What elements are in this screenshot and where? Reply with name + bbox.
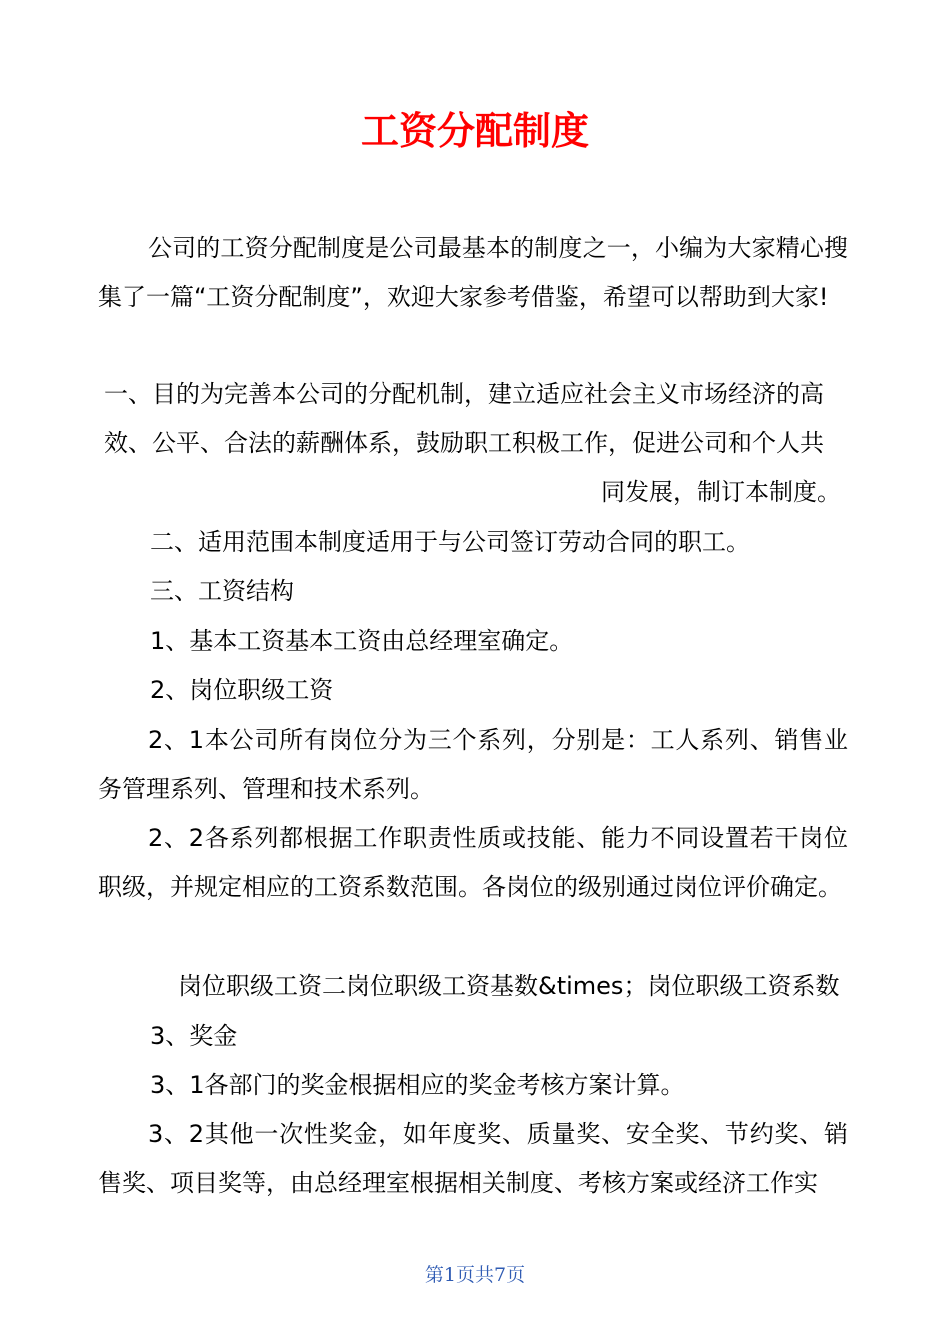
section1-line2: 效、公平、合法的薪酬体系，鼓励职工积极工作，促进公司和个人共 — [104, 429, 824, 457]
item-3-1: 3、1各部门的奖金根据相应的奖金考核方案计算。 — [150, 1071, 685, 1099]
salary-formula: 岗位职级工资二岗位职级工资基数&times；岗位职级工资系数 — [178, 972, 840, 1000]
section3-heading: 三、工资结构 — [150, 577, 294, 605]
intro-paragraph: 公司的工资分配制度是公司最基本的制度之一，小编为大家精心搜集了一篇“工资分配制度”，欢迎大家参考借鉴，希望可以帮助到大家! — [98, 234, 848, 311]
item-3: 3、奖金 — [150, 1022, 238, 1050]
page-number-footer: 第1页共7页 — [424, 1264, 526, 1286]
section2-heading: 二、适用范围本制度适用于与公司签订劳动合同的职工。 — [150, 528, 750, 556]
item-2-1: 2、1本公司所有岗位分为三个系列，分别是：工人系列、销售业务管理系列、管理和技术系列。 — [98, 726, 848, 803]
item-1: 1、基本工资基本工资由总经理室确定。 — [150, 627, 574, 655]
section1-line1: 一、目的为完善本公司的分配机制，建立适应社会主义市场经济的高 — [104, 380, 824, 408]
document-title: 工资分配制度 — [360, 109, 589, 153]
section1-line3: 同发展，制订本制度。 — [601, 478, 841, 506]
item-2: 2、岗位职级工资 — [150, 676, 334, 704]
item-3-2: 3、2其他一次性奖金，如年度奖、质量奖、安全奖、节约奖、销售奖、项目奖等，由总经理室根据相关制度、考核方案或经济工作实 — [98, 1120, 848, 1197]
item-2-2: 2、2各系列都根据工作职责性质或技能、能力不同设置若干岗位职级，并规定相应的工资系数范围。各岗位的级别通过岗位评价确定。 — [98, 824, 848, 901]
